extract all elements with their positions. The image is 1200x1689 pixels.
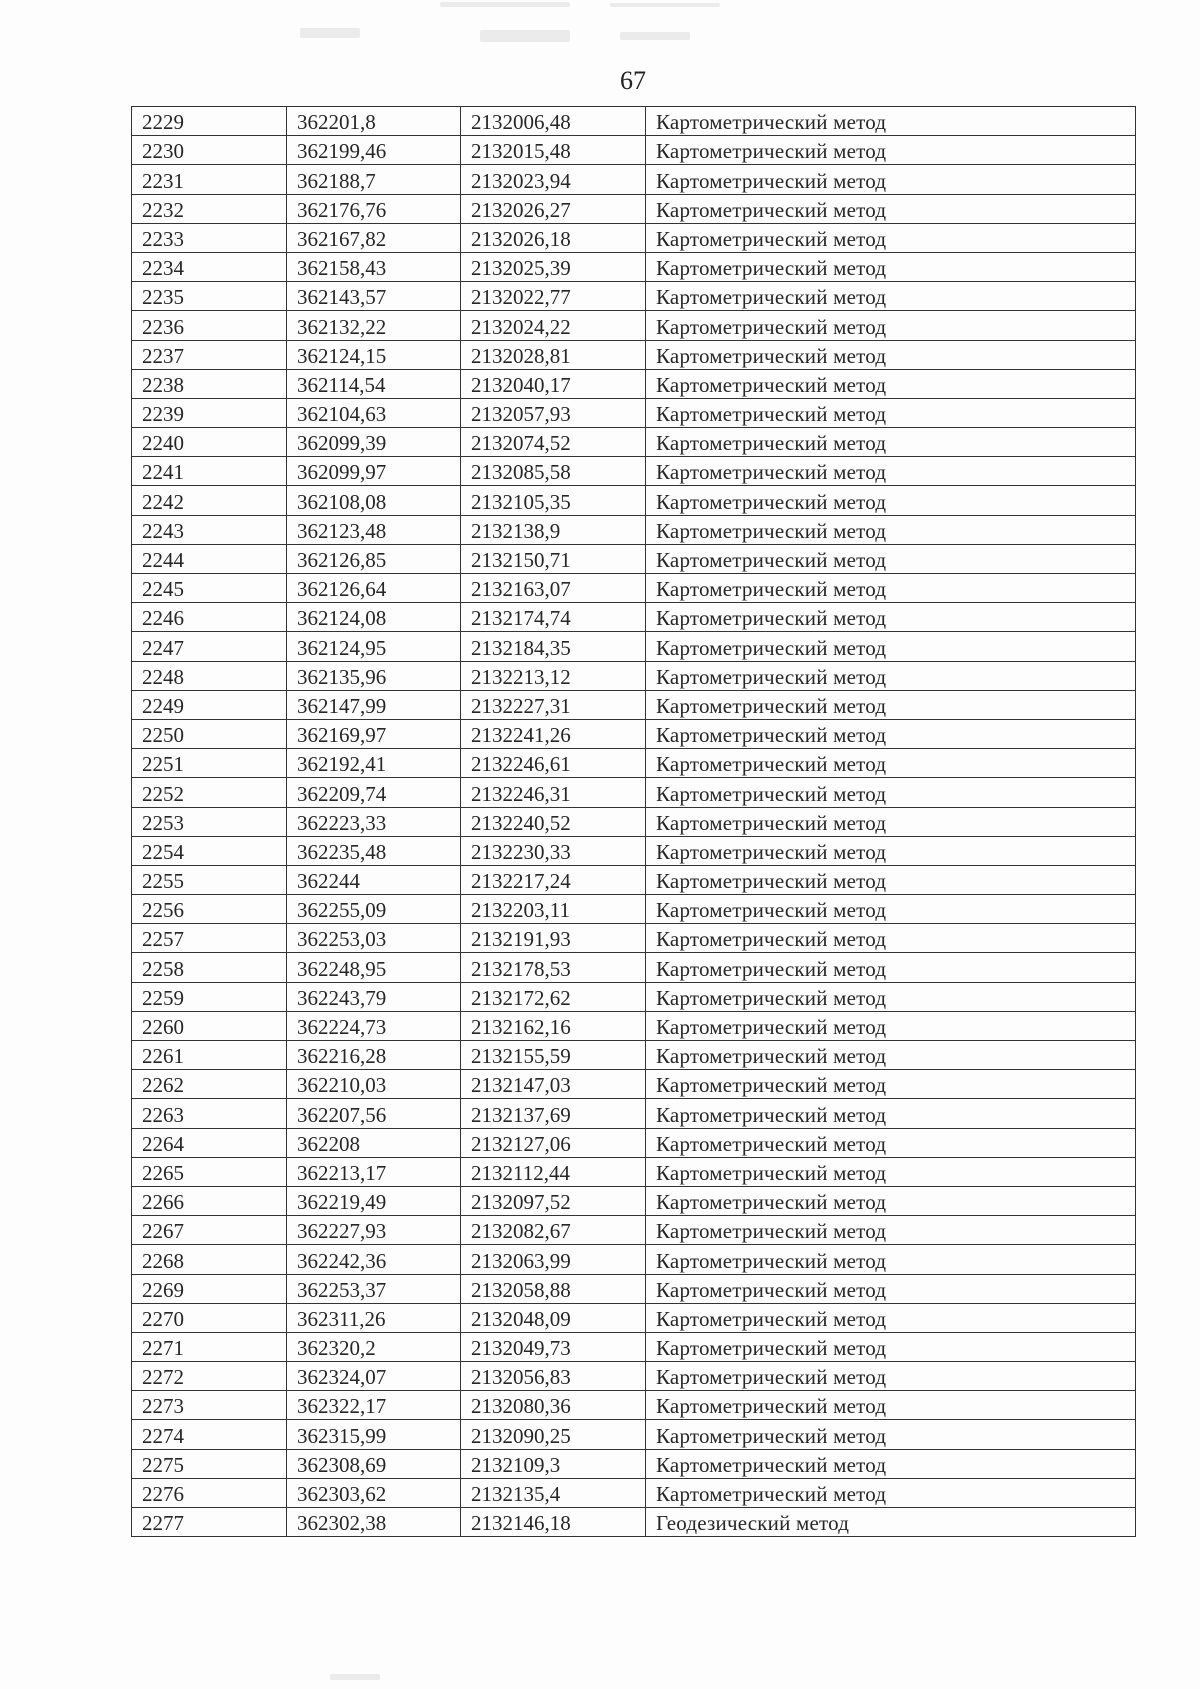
point-number-cell: 2238: [132, 369, 287, 398]
method-cell: Картометрический метод: [646, 924, 1136, 953]
x-coordinate-cell: 362124,15: [287, 340, 461, 369]
point-number-cell: 2249: [132, 690, 287, 719]
method-cell: Картометрический метод: [646, 982, 1136, 1011]
table-row: [132, 1420, 1136, 1449]
y-coordinate-cell: 2132026,27: [461, 194, 646, 223]
table-row: [132, 1041, 1136, 1070]
y-coordinate-cell: 2132172,62: [461, 982, 646, 1011]
y-coordinate-cell: 2132025,39: [461, 252, 646, 281]
method-cell: Картометрический метод: [646, 1303, 1136, 1332]
x-coordinate-cell: 362248,95: [287, 953, 461, 982]
x-coordinate-cell: 362147,99: [287, 690, 461, 719]
table-row: [132, 603, 1136, 632]
table-row: [132, 457, 1136, 486]
x-coordinate-cell: 362235,48: [287, 836, 461, 865]
point-number-cell: 2270: [132, 1303, 287, 1332]
y-coordinate-cell: 2132174,74: [461, 603, 646, 632]
method-cell: Геодезический метод: [646, 1508, 1136, 1537]
point-number-cell: 2262: [132, 1070, 287, 1099]
table-row: [132, 953, 1136, 982]
point-number-cell: 2250: [132, 719, 287, 748]
point-number-cell: 2260: [132, 1011, 287, 1040]
table-row: [132, 1274, 1136, 1303]
method-cell: Картометрический метод: [646, 311, 1136, 340]
point-number-cell: 2269: [132, 1274, 287, 1303]
method-cell: Картометрический метод: [646, 1391, 1136, 1420]
y-coordinate-cell: 2132109,3: [461, 1449, 646, 1478]
y-coordinate-cell: 2132155,59: [461, 1041, 646, 1070]
method-cell: Картометрический метод: [646, 282, 1136, 311]
scan-artifact: [440, 2, 570, 7]
table-row: [132, 136, 1136, 165]
x-coordinate-cell: 362303,62: [287, 1478, 461, 1507]
method-cell: Картометрический метод: [646, 1449, 1136, 1478]
method-cell: Картометрический метод: [646, 1011, 1136, 1040]
point-number-cell: 2264: [132, 1128, 287, 1157]
y-coordinate-cell: 2132240,52: [461, 807, 646, 836]
x-coordinate-cell: 362210,03: [287, 1070, 461, 1099]
x-coordinate-cell: 362308,69: [287, 1449, 461, 1478]
method-cell: Картометрический метод: [646, 1420, 1136, 1449]
y-coordinate-cell: 2132213,12: [461, 661, 646, 690]
x-coordinate-cell: 362207,56: [287, 1099, 461, 1128]
y-coordinate-cell: 2132074,52: [461, 428, 646, 457]
table-row: [132, 719, 1136, 748]
method-cell: Картометрический метод: [646, 1041, 1136, 1070]
table-row: [132, 1391, 1136, 1420]
x-coordinate-cell: 362108,08: [287, 486, 461, 515]
point-number-cell: 2235: [132, 282, 287, 311]
method-cell: Картометрический метод: [646, 690, 1136, 719]
x-coordinate-cell: 362227,93: [287, 1216, 461, 1245]
y-coordinate-cell: 2132178,53: [461, 953, 646, 982]
method-cell: Картометрический метод: [646, 486, 1136, 515]
y-coordinate-cell: 2132097,52: [461, 1186, 646, 1215]
table-row: [132, 252, 1136, 281]
table-row: [132, 1362, 1136, 1391]
point-number-cell: 2231: [132, 165, 287, 194]
table-row: [132, 194, 1136, 223]
method-cell: Картометрический метод: [646, 719, 1136, 748]
y-coordinate-cell: 2132022,77: [461, 282, 646, 311]
x-coordinate-cell: 362223,33: [287, 807, 461, 836]
x-coordinate-cell: 362208: [287, 1128, 461, 1157]
table-row: [132, 428, 1136, 457]
point-number-cell: 2243: [132, 515, 287, 544]
table-row: [132, 895, 1136, 924]
point-number-cell: 2236: [132, 311, 287, 340]
x-coordinate-cell: 362167,82: [287, 223, 461, 252]
method-cell: Картометрический метод: [646, 252, 1136, 281]
x-coordinate-cell: 362169,97: [287, 719, 461, 748]
point-number-cell: 2277: [132, 1508, 287, 1537]
y-coordinate-cell: 2132203,11: [461, 895, 646, 924]
method-cell: Картометрический метод: [646, 1070, 1136, 1099]
point-number-cell: 2253: [132, 807, 287, 836]
y-coordinate-cell: 2132147,03: [461, 1070, 646, 1099]
point-number-cell: 2234: [132, 252, 287, 281]
y-coordinate-cell: 2132241,26: [461, 719, 646, 748]
scan-artifact: [480, 30, 570, 42]
y-coordinate-cell: 2132015,48: [461, 136, 646, 165]
y-coordinate-cell: 2132040,17: [461, 369, 646, 398]
y-coordinate-cell: 2132146,18: [461, 1508, 646, 1537]
y-coordinate-cell: 2132048,09: [461, 1303, 646, 1332]
y-coordinate-cell: 2132112,44: [461, 1157, 646, 1186]
x-coordinate-cell: 362209,74: [287, 778, 461, 807]
method-cell: Картометрический метод: [646, 1362, 1136, 1391]
point-number-cell: 2239: [132, 398, 287, 427]
point-number-cell: 2258: [132, 953, 287, 982]
table-row: [132, 1157, 1136, 1186]
table-row: [132, 1303, 1136, 1332]
method-cell: Картометрический метод: [646, 1157, 1136, 1186]
x-coordinate-cell: 362253,03: [287, 924, 461, 953]
y-coordinate-cell: 2132162,16: [461, 1011, 646, 1040]
method-cell: Картометрический метод: [646, 194, 1136, 223]
table-row: [132, 1186, 1136, 1215]
y-coordinate-cell: 2132024,22: [461, 311, 646, 340]
point-number-cell: 2261: [132, 1041, 287, 1070]
x-coordinate-cell: 362216,28: [287, 1041, 461, 1070]
scan-artifact: [330, 1674, 380, 1680]
table-row: [132, 1070, 1136, 1099]
table-row: [132, 515, 1136, 544]
point-number-cell: 2271: [132, 1332, 287, 1361]
method-cell: Картометрический метод: [646, 895, 1136, 924]
table-row: [132, 865, 1136, 894]
point-number-cell: 2266: [132, 1186, 287, 1215]
x-coordinate-cell: 362253,37: [287, 1274, 461, 1303]
table-row: [132, 340, 1136, 369]
x-coordinate-cell: 362302,38: [287, 1508, 461, 1537]
x-coordinate-cell: 362255,09: [287, 895, 461, 924]
y-coordinate-cell: 2132217,24: [461, 865, 646, 894]
point-number-cell: 2244: [132, 544, 287, 573]
y-coordinate-cell: 2132230,33: [461, 836, 646, 865]
table-row: [132, 1508, 1136, 1537]
point-number-cell: 2254: [132, 836, 287, 865]
table-row: [132, 223, 1136, 252]
y-coordinate-cell: 2132138,9: [461, 515, 646, 544]
table-row: [132, 311, 1136, 340]
method-cell: Картометрический метод: [646, 778, 1136, 807]
table-row: [132, 107, 1136, 136]
table-row: [132, 632, 1136, 661]
y-coordinate-cell: 2132246,61: [461, 749, 646, 778]
y-coordinate-cell: 2132227,31: [461, 690, 646, 719]
x-coordinate-cell: 362242,36: [287, 1245, 461, 1274]
x-coordinate-cell: 362315,99: [287, 1420, 461, 1449]
method-cell: Картометрический метод: [646, 223, 1136, 252]
method-cell: Картометрический метод: [646, 107, 1136, 136]
y-coordinate-cell: 2132191,93: [461, 924, 646, 953]
y-coordinate-cell: 2132080,36: [461, 1391, 646, 1420]
method-cell: Картометрический метод: [646, 1099, 1136, 1128]
x-coordinate-cell: 362176,76: [287, 194, 461, 223]
point-number-cell: 2246: [132, 603, 287, 632]
table-row: [132, 1332, 1136, 1361]
point-number-cell: 2268: [132, 1245, 287, 1274]
point-number-cell: 2252: [132, 778, 287, 807]
scan-artifact: [300, 28, 360, 38]
x-coordinate-cell: 362192,41: [287, 749, 461, 778]
x-coordinate-cell: 362199,46: [287, 136, 461, 165]
table-row: [132, 661, 1136, 690]
table-row: [132, 165, 1136, 194]
point-number-cell: 2241: [132, 457, 287, 486]
method-cell: Картометрический метод: [646, 953, 1136, 982]
method-cell: Картометрический метод: [646, 340, 1136, 369]
x-coordinate-cell: 362224,73: [287, 1011, 461, 1040]
x-coordinate-cell: 362132,22: [287, 311, 461, 340]
method-cell: Картометрический метод: [646, 1274, 1136, 1303]
y-coordinate-cell: 2132150,71: [461, 544, 646, 573]
x-coordinate-cell: 362322,17: [287, 1391, 461, 1420]
point-number-cell: 2230: [132, 136, 287, 165]
method-cell: Картометрический метод: [646, 1245, 1136, 1274]
method-cell: Картометрический метод: [646, 603, 1136, 632]
table-row: [132, 1449, 1136, 1478]
method-cell: Картометрический метод: [646, 544, 1136, 573]
x-coordinate-cell: 362201,8: [287, 107, 461, 136]
y-coordinate-cell: 2132049,73: [461, 1332, 646, 1361]
point-number-cell: 2245: [132, 574, 287, 603]
table-row: [132, 1099, 1136, 1128]
method-cell: Картометрический метод: [646, 807, 1136, 836]
method-cell: Картометрический метод: [646, 1332, 1136, 1361]
y-coordinate-cell: 2132006,48: [461, 107, 646, 136]
method-cell: Картометрический метод: [646, 574, 1136, 603]
y-coordinate-cell: 2132246,31: [461, 778, 646, 807]
table-row: [132, 1128, 1136, 1157]
y-coordinate-cell: 2132082,67: [461, 1216, 646, 1245]
point-number-cell: 2259: [132, 982, 287, 1011]
method-cell: Картометрический метод: [646, 136, 1136, 165]
method-cell: Картометрический метод: [646, 457, 1136, 486]
x-coordinate-cell: 362244: [287, 865, 461, 894]
point-number-cell: 2267: [132, 1216, 287, 1245]
y-coordinate-cell: 2132163,07: [461, 574, 646, 603]
x-coordinate-cell: 362243,79: [287, 982, 461, 1011]
y-coordinate-cell: 2132127,06: [461, 1128, 646, 1157]
table-row: [132, 1245, 1136, 1274]
method-cell: Картометрический метод: [646, 398, 1136, 427]
point-number-cell: 2248: [132, 661, 287, 690]
point-number-cell: 2247: [132, 632, 287, 661]
point-number-cell: 2276: [132, 1478, 287, 1507]
point-number-cell: 2233: [132, 223, 287, 252]
x-coordinate-cell: 362311,26: [287, 1303, 461, 1332]
point-number-cell: 2242: [132, 486, 287, 515]
table-row: [132, 486, 1136, 515]
point-number-cell: 2229: [132, 107, 287, 136]
table-row: [132, 749, 1136, 778]
x-coordinate-cell: 362324,07: [287, 1362, 461, 1391]
table-row: [132, 1011, 1136, 1040]
point-number-cell: 2257: [132, 924, 287, 953]
x-coordinate-cell: 362126,64: [287, 574, 461, 603]
y-coordinate-cell: 2132026,18: [461, 223, 646, 252]
point-number-cell: 2274: [132, 1420, 287, 1449]
point-number-cell: 2272: [132, 1362, 287, 1391]
table-row: [132, 836, 1136, 865]
y-coordinate-cell: 2132023,94: [461, 165, 646, 194]
point-number-cell: 2273: [132, 1391, 287, 1420]
table-row: [132, 807, 1136, 836]
x-coordinate-cell: 362158,43: [287, 252, 461, 281]
method-cell: Картометрический метод: [646, 836, 1136, 865]
table-row: [132, 924, 1136, 953]
point-number-cell: 2275: [132, 1449, 287, 1478]
method-cell: Картометрический метод: [646, 165, 1136, 194]
table-row: [132, 690, 1136, 719]
y-coordinate-cell: 2132063,99: [461, 1245, 646, 1274]
method-cell: Картометрический метод: [646, 632, 1136, 661]
point-number-cell: 2263: [132, 1099, 287, 1128]
method-cell: Картометрический метод: [646, 749, 1136, 778]
y-coordinate-cell: 2132085,58: [461, 457, 646, 486]
x-coordinate-cell: 362114,54: [287, 369, 461, 398]
y-coordinate-cell: 2132058,88: [461, 1274, 646, 1303]
x-coordinate-cell: 362143,57: [287, 282, 461, 311]
point-number-cell: 2256: [132, 895, 287, 924]
method-cell: Картометрический метод: [646, 661, 1136, 690]
table-row: [132, 398, 1136, 427]
x-coordinate-cell: 362099,39: [287, 428, 461, 457]
y-coordinate-cell: 2132137,69: [461, 1099, 646, 1128]
scan-artifact: [610, 3, 720, 7]
y-coordinate-cell: 2132090,25: [461, 1420, 646, 1449]
method-cell: Картометрический метод: [646, 428, 1136, 457]
x-coordinate-cell: 362104,63: [287, 398, 461, 427]
coordinates-table-body: [132, 107, 1136, 1537]
y-coordinate-cell: 2132056,83: [461, 1362, 646, 1391]
x-coordinate-cell: 362123,48: [287, 515, 461, 544]
table-row: [132, 282, 1136, 311]
x-coordinate-cell: 362219,49: [287, 1186, 461, 1215]
method-cell: Картометрический метод: [646, 369, 1136, 398]
x-coordinate-cell: 362099,97: [287, 457, 461, 486]
x-coordinate-cell: 362124,95: [287, 632, 461, 661]
y-coordinate-cell: 2132105,35: [461, 486, 646, 515]
point-number-cell: 2237: [132, 340, 287, 369]
method-cell: Картометрический метод: [646, 1216, 1136, 1245]
method-cell: Картометрический метод: [646, 1128, 1136, 1157]
x-coordinate-cell: 362188,7: [287, 165, 461, 194]
x-coordinate-cell: 362124,08: [287, 603, 461, 632]
point-number-cell: 2265: [132, 1157, 287, 1186]
scan-artifact: [620, 32, 690, 40]
y-coordinate-cell: 2132135,4: [461, 1478, 646, 1507]
x-coordinate-cell: 362320,2: [287, 1332, 461, 1361]
y-coordinate-cell: 2132028,81: [461, 340, 646, 369]
x-coordinate-cell: 362135,96: [287, 661, 461, 690]
table-row: [132, 982, 1136, 1011]
table-row: [132, 369, 1136, 398]
table-row: [132, 1478, 1136, 1507]
table-row: [132, 574, 1136, 603]
table-row: [132, 1216, 1136, 1245]
point-number-cell: 2232: [132, 194, 287, 223]
table-row: [132, 544, 1136, 573]
method-cell: Картометрический метод: [646, 1478, 1136, 1507]
method-cell: Картометрический метод: [646, 1186, 1136, 1215]
method-cell: Картометрический метод: [646, 515, 1136, 544]
point-number-cell: 2255: [132, 865, 287, 894]
table-row: [132, 778, 1136, 807]
point-number-cell: 2240: [132, 428, 287, 457]
page-number: 67: [620, 66, 646, 95]
y-coordinate-cell: 2132057,93: [461, 398, 646, 427]
method-cell: Картометрический метод: [646, 865, 1136, 894]
coordinates-table: [131, 106, 1136, 1537]
x-coordinate-cell: 362126,85: [287, 544, 461, 573]
point-number-cell: 2251: [132, 749, 287, 778]
x-coordinate-cell: 362213,17: [287, 1157, 461, 1186]
y-coordinate-cell: 2132184,35: [461, 632, 646, 661]
